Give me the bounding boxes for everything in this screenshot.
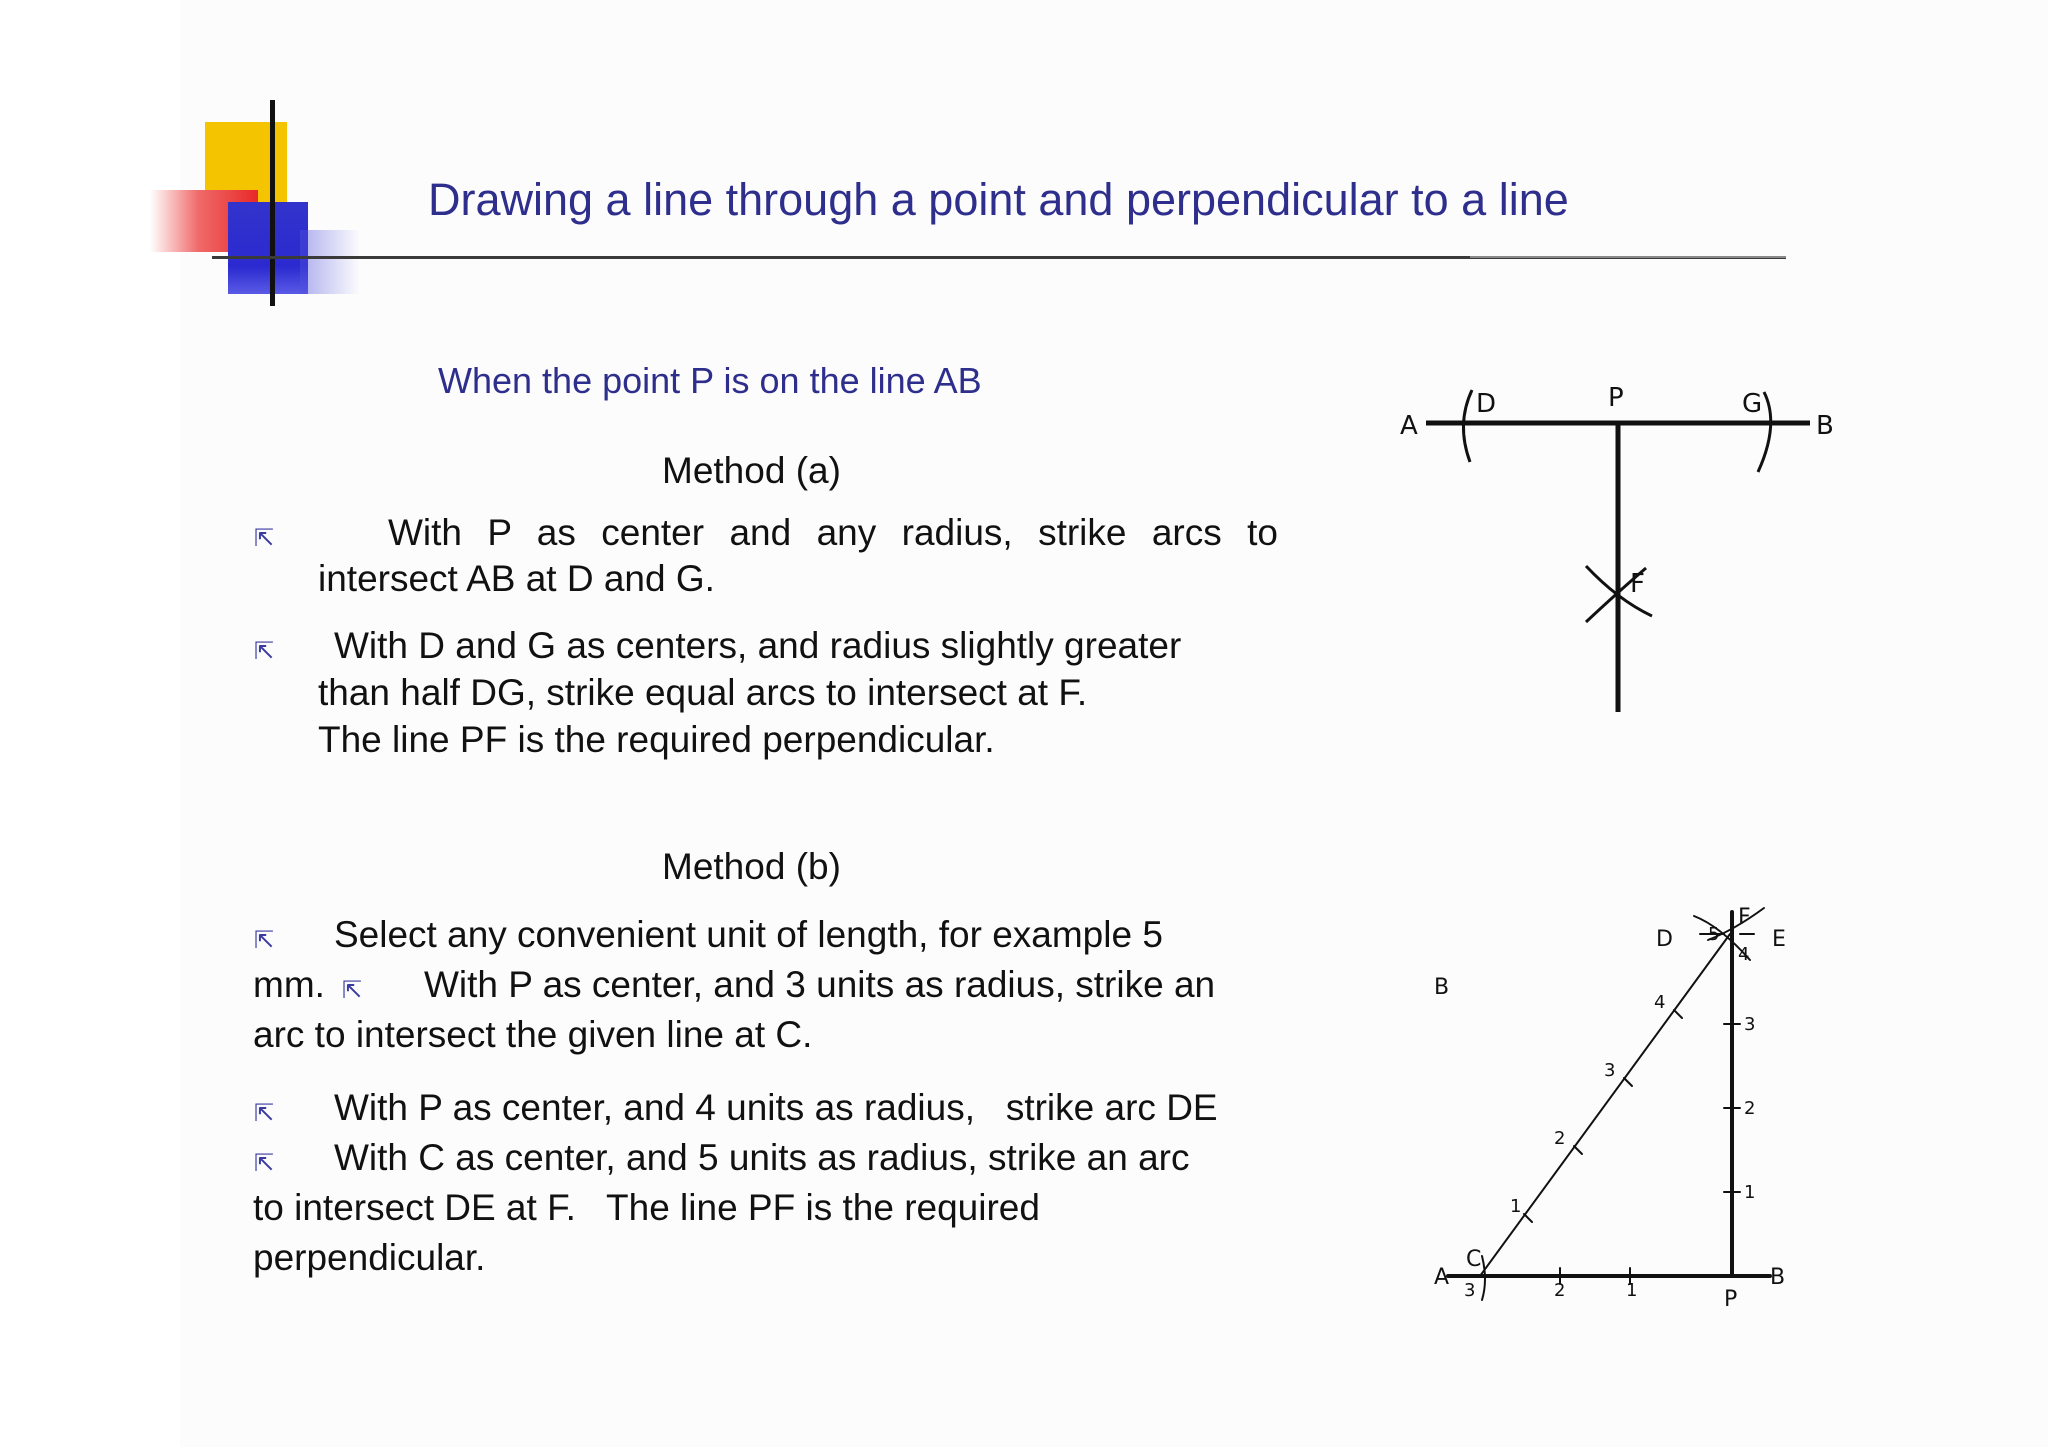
arrow-nw-bullet-icon: ⇱ xyxy=(254,638,275,665)
figure-b-hyp-tick-1: 1 xyxy=(1510,1196,1522,1217)
arrow-nw-bullet-icon: ⇱ xyxy=(254,525,275,552)
figure-b-label-e: E xyxy=(1772,927,1786,952)
slide-title: Drawing a line through a point and perpendicular to a line xyxy=(428,174,1569,225)
method-b-heading: Method (b) xyxy=(662,846,841,887)
figure-a-label-p: P xyxy=(1608,383,1624,413)
figure-b-base-tick-3: 3 xyxy=(1464,1280,1476,1301)
method-b-step3-line1: With C as center, and 5 units as radius, strike an arc xyxy=(334,1137,1190,1178)
figure-a-label-f: F xyxy=(1630,569,1645,599)
figure-b-label-d: D xyxy=(1656,927,1673,952)
arrow-nw-bullet-icon: ⇱ xyxy=(342,977,363,1004)
logo-vertical-line xyxy=(270,100,275,306)
method-b-step1-line2b: With P as center, and 3 units as radius, strike an xyxy=(424,964,1216,1005)
method-b-step2-line1: With P as center, and 4 units as radius, strike arc DE xyxy=(334,1087,1218,1128)
method-b-step1-line3: arc to intersect the given line at C. xyxy=(253,1014,813,1055)
method-b-step3-line2: to intersect DE at F. The line PF is the required xyxy=(253,1187,1040,1228)
figure-a-label-b: B xyxy=(1816,411,1834,441)
figure-b-label-f: F xyxy=(1738,905,1751,930)
figure-b-label-b: B xyxy=(1770,1265,1786,1290)
slide-subtitle: When the point P is on the line AB xyxy=(438,360,982,401)
arc-d xyxy=(1463,390,1472,462)
figure-a-label-g: G xyxy=(1742,389,1763,419)
method-b-step1-line1: Select any convenient unit of length, for example 5 xyxy=(334,914,1163,955)
method-b-step3-line3: perpendicular. xyxy=(253,1237,486,1278)
arrow-nw-bullet-icon: ⇱ xyxy=(254,1150,275,1177)
figure-b-hyp-tick-5: 5 xyxy=(1708,924,1720,945)
line-hypotenuse xyxy=(1480,934,1730,1276)
figure-b-345-triangle xyxy=(1420,900,1820,1320)
figure-b-vert-tick-4: 4 xyxy=(1738,944,1750,965)
figure-b-vert-tick-1: 1 xyxy=(1744,1182,1756,1203)
arrow-nw-bullet-icon: ⇱ xyxy=(254,1100,275,1127)
figure-b-label-a: A xyxy=(1434,1265,1450,1290)
figure-b-label-c: C xyxy=(1466,1247,1482,1272)
figure-a-label-a: A xyxy=(1400,411,1418,441)
figure-b-vert-tick-2: 2 xyxy=(1744,1098,1756,1119)
logo-blue-fade xyxy=(300,230,360,294)
figure-b-label-p: P xyxy=(1724,1287,1738,1312)
figure-b-hyp-tick-2: 2 xyxy=(1554,1128,1566,1149)
arrow-nw-bullet-icon: ⇱ xyxy=(254,927,275,954)
figure-b-hyp-tick-4: 4 xyxy=(1654,992,1666,1013)
figure-b-base-tick-1: 1 xyxy=(1626,1280,1638,1301)
method-a-step2-line3: The line PF is the required perpendicular. xyxy=(318,719,995,760)
figure-b-vert-tick-3: 3 xyxy=(1744,1014,1756,1035)
method-a-step2-line1: With D and G as centers, and radius slightly greater xyxy=(334,625,1182,666)
figure-b-hyp-tick-3: 3 xyxy=(1604,1060,1616,1081)
figure-a-perpendicular-construction xyxy=(1390,380,1870,720)
method-a-step1-line1: With P as center and any radius, strike arcs to xyxy=(388,512,1278,553)
figure-a-label-d: D xyxy=(1476,389,1497,419)
method-a-heading: Method (a) xyxy=(662,450,841,491)
logo-blue-square xyxy=(228,202,308,294)
figure-b-label-b-top: B xyxy=(1434,975,1450,1000)
figure-b-base-tick-2: 2 xyxy=(1554,1280,1566,1301)
method-b-step1-line2a: mm. xyxy=(253,964,325,1005)
title-underline-tail xyxy=(1470,256,1786,258)
method-a-step1-line2: intersect AB at D and G. xyxy=(318,558,715,599)
method-a-step2-line2: than half DG, strike equal arcs to intersect at F. xyxy=(318,672,1088,713)
